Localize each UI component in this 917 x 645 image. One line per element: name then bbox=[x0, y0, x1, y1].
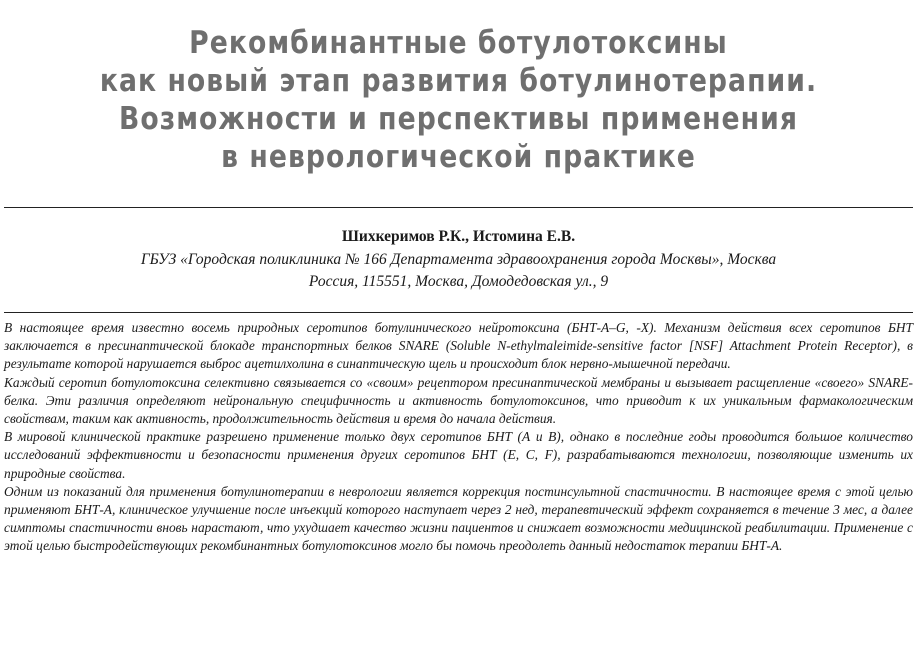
affiliation bbox=[0, 249, 917, 293]
abstract-paragraph-4: Одним из показаний для применения ботулинотерапии в неврологии является коррекция постинсультной спастичности. В настоящее время с этой целью применяют БНТ-А, клиническое улучшение после инъекций которого наступает через 2 нед, терапевтический эффект сохраняется в течение 3 мес, а далее симптомы спастичности вновь нарастают, что ухудшает качество жизни пациентов и снижает возможности медицинской реабилитации. Применение с этой целью быстродействующих рекомбинантных ботулотоксинов могло бы помочь преодолеть данный недостаток терапии БНТ-А. bbox=[4, 483, 913, 554]
top-divider bbox=[4, 207, 913, 208]
authors: Шихкеримов Р.К., Истомина Е.В. bbox=[341, 228, 576, 245]
affiliation-line-2: Россия, 115551, Москва, Домодедовская ул., 9 bbox=[308, 273, 609, 290]
article-title bbox=[0, 24, 917, 176]
bottom-divider bbox=[4, 312, 913, 313]
abstract-paragraph-3: В мировой клинической практике разрешено применение только двух серотипов БНТ (А и В), однако в последние годы проводится большое количество исследований эффективности и безопасности применения других серотипов БНТ (E, C, F), разрабатываются технологии, позволяющие изменить их природные свойства. bbox=[4, 429, 913, 481]
title-line-1: Рекомбинантные ботулотоксины bbox=[189, 25, 728, 61]
title-line-4: в неврологической практике bbox=[221, 139, 696, 175]
title-line-3: Возможности и перспективы применения bbox=[119, 101, 798, 137]
abstract-paragraph-1: В настоящее время известно восемь природных серотипов ботулинического нейротоксина (БНТ-А–G, -X). Механизм действия всех серотипов БНТ заключается в пресинаптической блокаде транспортных белков SNARE (Soluble N-ethylmaleimide-sensitive factor [NSF] Attachment Protein Receptor), в результате которой нарушается выброс ацетилхолина в синаптическую щель и происходит блок нервно-мышечной передачи. bbox=[4, 320, 913, 372]
title-line-2: как новый этап развития ботулинотерапии. bbox=[99, 63, 818, 99]
abstract bbox=[4, 319, 913, 556]
affiliation-line-1: ГБУЗ «Городская поликлиника № 166 Департамента здравоохранения города Москвы», Москва bbox=[140, 251, 777, 268]
abstract-paragraph-2: Каждый серотип ботулотоксина селективно связывается со «своим» рецептором пресинаптической мембраны и вызывает расщепление «своего» SNARE-белка. Эти различия определяют нейрональную специфичность и активность ботулотоксинов, что приводит к их уникальным фармакологическим свойствам, таким как активность, продолжительность действия и время до начала действия. bbox=[4, 374, 913, 427]
